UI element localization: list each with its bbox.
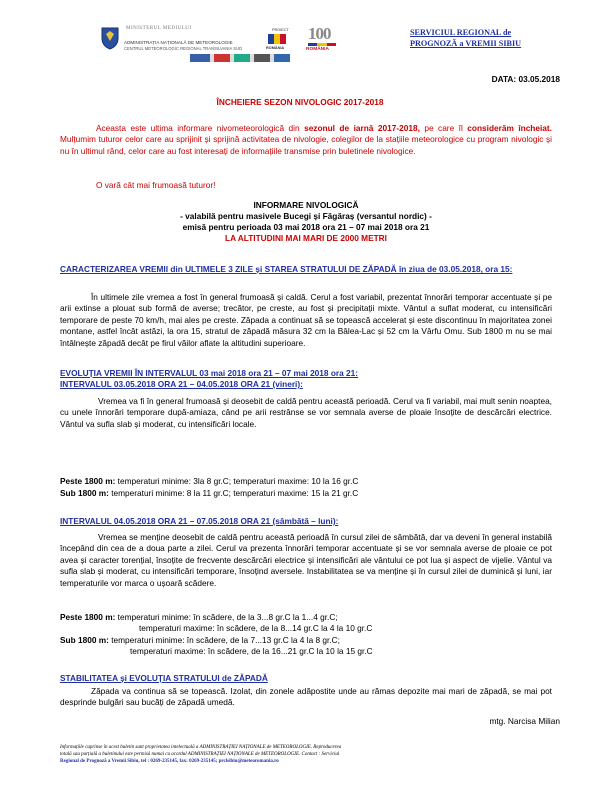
info-heading: INFORMARE NIVOLOGICĂ [253, 200, 359, 210]
section4-text: Zăpada va continua să se topească. Izolat, din zonele adăpostite unde au rămas depozite mai mari de zăpadă, se mai pot desprinde bulgări sau bucăți de zăpadă umedă. [60, 686, 552, 708]
section3-peste-max: temperaturi maxime: în scădere, de la 8...14 gr.C la 4 la 10 gr.C [139, 623, 373, 633]
section2-peste-text: temperaturi minime: 3la 8 gr.C; temperaturi maxime: 10 la 16 gr.C [115, 476, 359, 486]
section3-heading: INTERVALUL 04.05.2018 ORA 21 – 07.05.2018 ORA 21 (sâmbătă – luni): [60, 516, 339, 526]
section2-text: Vremea va fi în general frumoasă și deosebit de caldă pentru această perioadă. Cerul va fi variabil, mai mult senin noaptea, cu unele înnorări temporare după-amiaza, când pe arii restrânse se vor semnala averse de ploaie însoțite de descărcări electrice. Vântul va sufla slab și moderat, cu intensificări locale. [60, 396, 552, 429]
service-line1: SERVICIUL REGIONAL de [410, 28, 512, 37]
section2-peste [60, 476, 358, 487]
intro-e: Mulțumim tuturor celor care au sprijinit și sprijină activitatea de nivologie, colegilor de la stațiile meteorologice cu program nivologic și nu în ultimul rând, celor care au fost interesați de informațiile transmise prin buletinele nivologice. [60, 134, 552, 156]
intro-closing: O vară cât mai frumoasă tuturor! [96, 180, 216, 190]
section3-peste-min [60, 612, 338, 623]
section2-sub-label: Sub 1800 m: [60, 488, 109, 498]
section2-heading2: INTERVALUL 03.05.2018 ORA 21 – 04.05.2018 ORA 21 (vineri): [60, 379, 303, 389]
tricolor-stripe-icon [308, 43, 336, 46]
intro-d: considerăm încheiat. [467, 123, 552, 133]
page-title: ÎNCHEIERE SEZON NIVOLOGIC 2017-2018 [216, 97, 384, 107]
section3-sub-max: temperaturi maxime: în scădere, de la 16...21 gr.C la 10 la 15 gr.C [130, 646, 373, 656]
partner-logos [190, 54, 290, 62]
header [100, 24, 612, 76]
section2-body [60, 396, 552, 430]
section4-body [60, 686, 552, 709]
section4-heading: STABILITATEA și EVOLUȚIA STRATULUI de ZĂPADĂ [60, 673, 268, 683]
coat-of-arms-icon [100, 26, 120, 50]
footer [60, 744, 560, 765]
section1-body [60, 292, 552, 349]
info-line3: LA ALTITUDINI MAI MARI DE 2000 METRI [225, 233, 387, 243]
section3-peste-label: Peste 1800 m: [60, 612, 116, 622]
intro-b: sezonul de iarnă 2017-2018, [304, 123, 420, 133]
info-line2: emisă pentru perioada 03 mai 2018 ora 21 – 07 mai 2018 ora 21 [182, 222, 430, 232]
info-line1: - valabilă pentru masivele Bucegi și Făgăraș (versantul nordic) - [180, 211, 432, 221]
centenar-number: 100 [308, 24, 331, 43]
footer-line2: totală sau parțială a buletinului este permisă numai cu acordul ADMINISTRAȚIEI NAȚIONALE de METEOROLOGIE. Contact : Serviciul [60, 752, 340, 757]
section3-body [60, 532, 552, 589]
intro-a: Aceasta este ultima informare nivometeorologică din [96, 123, 305, 133]
section1-heading: CARACTERIZAREA VREMII din ULTIMELE 3 ZILE și STAREA STRATULUI DE ZĂPADĂ în ziua de 03.05.2018, ora 15: [60, 264, 513, 274]
intro-paragraph [60, 123, 552, 157]
centenar-sub: ROMÂNIA [306, 47, 329, 52]
footer-line3: Regional de Prognoză a Vremii Sibiu, tel : 0269-235145, fax: 0269-235145; prclsibiu@meteoromania.ro [60, 759, 279, 764]
romania-label: ROMÂNIA [266, 46, 285, 50]
section1-text: În ultimele zile vremea a fost în general frumoasă și caldă. Cerul a fost variabil, prezentat înnorări temporar accentuate și pe arii extinse a plouat sub formă de averse; trecător, pe creste, au fost și precipitații mixte. Vântul a suflat moderat, cu intensificări temporare de peste 70 km/h, mai ales pe creste. Zăpada a continuat să se topească accelerat și este discontinuu în majoritatea zonei montane, astfel încât astăzi, la ora 15, stratul de zăpadă măsura 32 cm la Bâlea-Lac și 52 cm la Vârfu Omu. Sub 1800 m nu se mai întâlnește zăpadă decât pe firul văilor aflate la altitudini superioare. [60, 292, 552, 348]
section2-sub-text: temperaturi minime: 8 la 11 gr.C; temperaturi maxime: 15 la 21 gr.C [108, 488, 359, 498]
section2-heading1: EVOLUȚIA VREMII ÎN INTERVALUL 03 mai 2018 ora 21 – 07 mai 2018 ora 21: [60, 368, 359, 378]
section3-sub-min [60, 635, 340, 646]
footer-line1: Informațiile cuprinse în acest buletin sunt proprietatea intelectuală a ADMINISTRAȚIEI NAȚIONALE de METEOROLOGIE. Reproducerea [60, 745, 342, 750]
romania-flag-logo-icon [268, 34, 286, 44]
ministry-sub1: ADMINISTRAȚIA NAȚIONALĂ DE METEOROLOGIE [124, 40, 233, 45]
section3-peste-min-text: temperaturi minime: în scădere, de la 3...8 gr.C la 1...4 gr.C; [115, 612, 338, 622]
centenar-logo [302, 24, 352, 52]
section2-peste-label: Peste 1800 m: [60, 476, 116, 486]
section2-sub [60, 488, 358, 499]
section3-text: Vremea se menține deosebit de caldă pentru această perioadă în cursul zilei de sâmbătă, dar va deveni în general instabilă începând din cea de a doua parte a zilei. Cerul va prezenta înnorări temporar accentuate și se vor semnala averse de ploaie ce pot avea și caracter torențial, însoțite de frecvente descărcări electrice și intensificări ale vântului ce pot lua și aspect de vijelie. Vântul va sufla slab și moderat, cu intensificări temporare, însoțind aversele. Instabilitatea se va menține și în cursul zilei de duminică și luni, iar temperaturile vor marca o ușoară scădere. [60, 532, 552, 588]
date-line: DATA: 03.05.2018 [491, 74, 560, 84]
ministry-sub2: CENTRUL METEOROLOGIC REGIONAL TRANSILVANIA SUD [124, 46, 243, 51]
project-label: PROIECT [272, 28, 289, 32]
signature: mtg. Narcisa Milian [489, 716, 560, 726]
ministry-top: MINISTERUL MEDIULUI [126, 26, 192, 31]
service-line2: PROGNOZĂ a VREMII SIBIU [410, 39, 522, 48]
intro-c: pe care îl [419, 123, 468, 133]
section3-sub-label: Sub 1800 m: [60, 635, 109, 645]
section3-sub-min-text: temperaturi minime: în scădere, de la 7...13 gr.C la 4 la 8 gr.C; [108, 635, 340, 645]
